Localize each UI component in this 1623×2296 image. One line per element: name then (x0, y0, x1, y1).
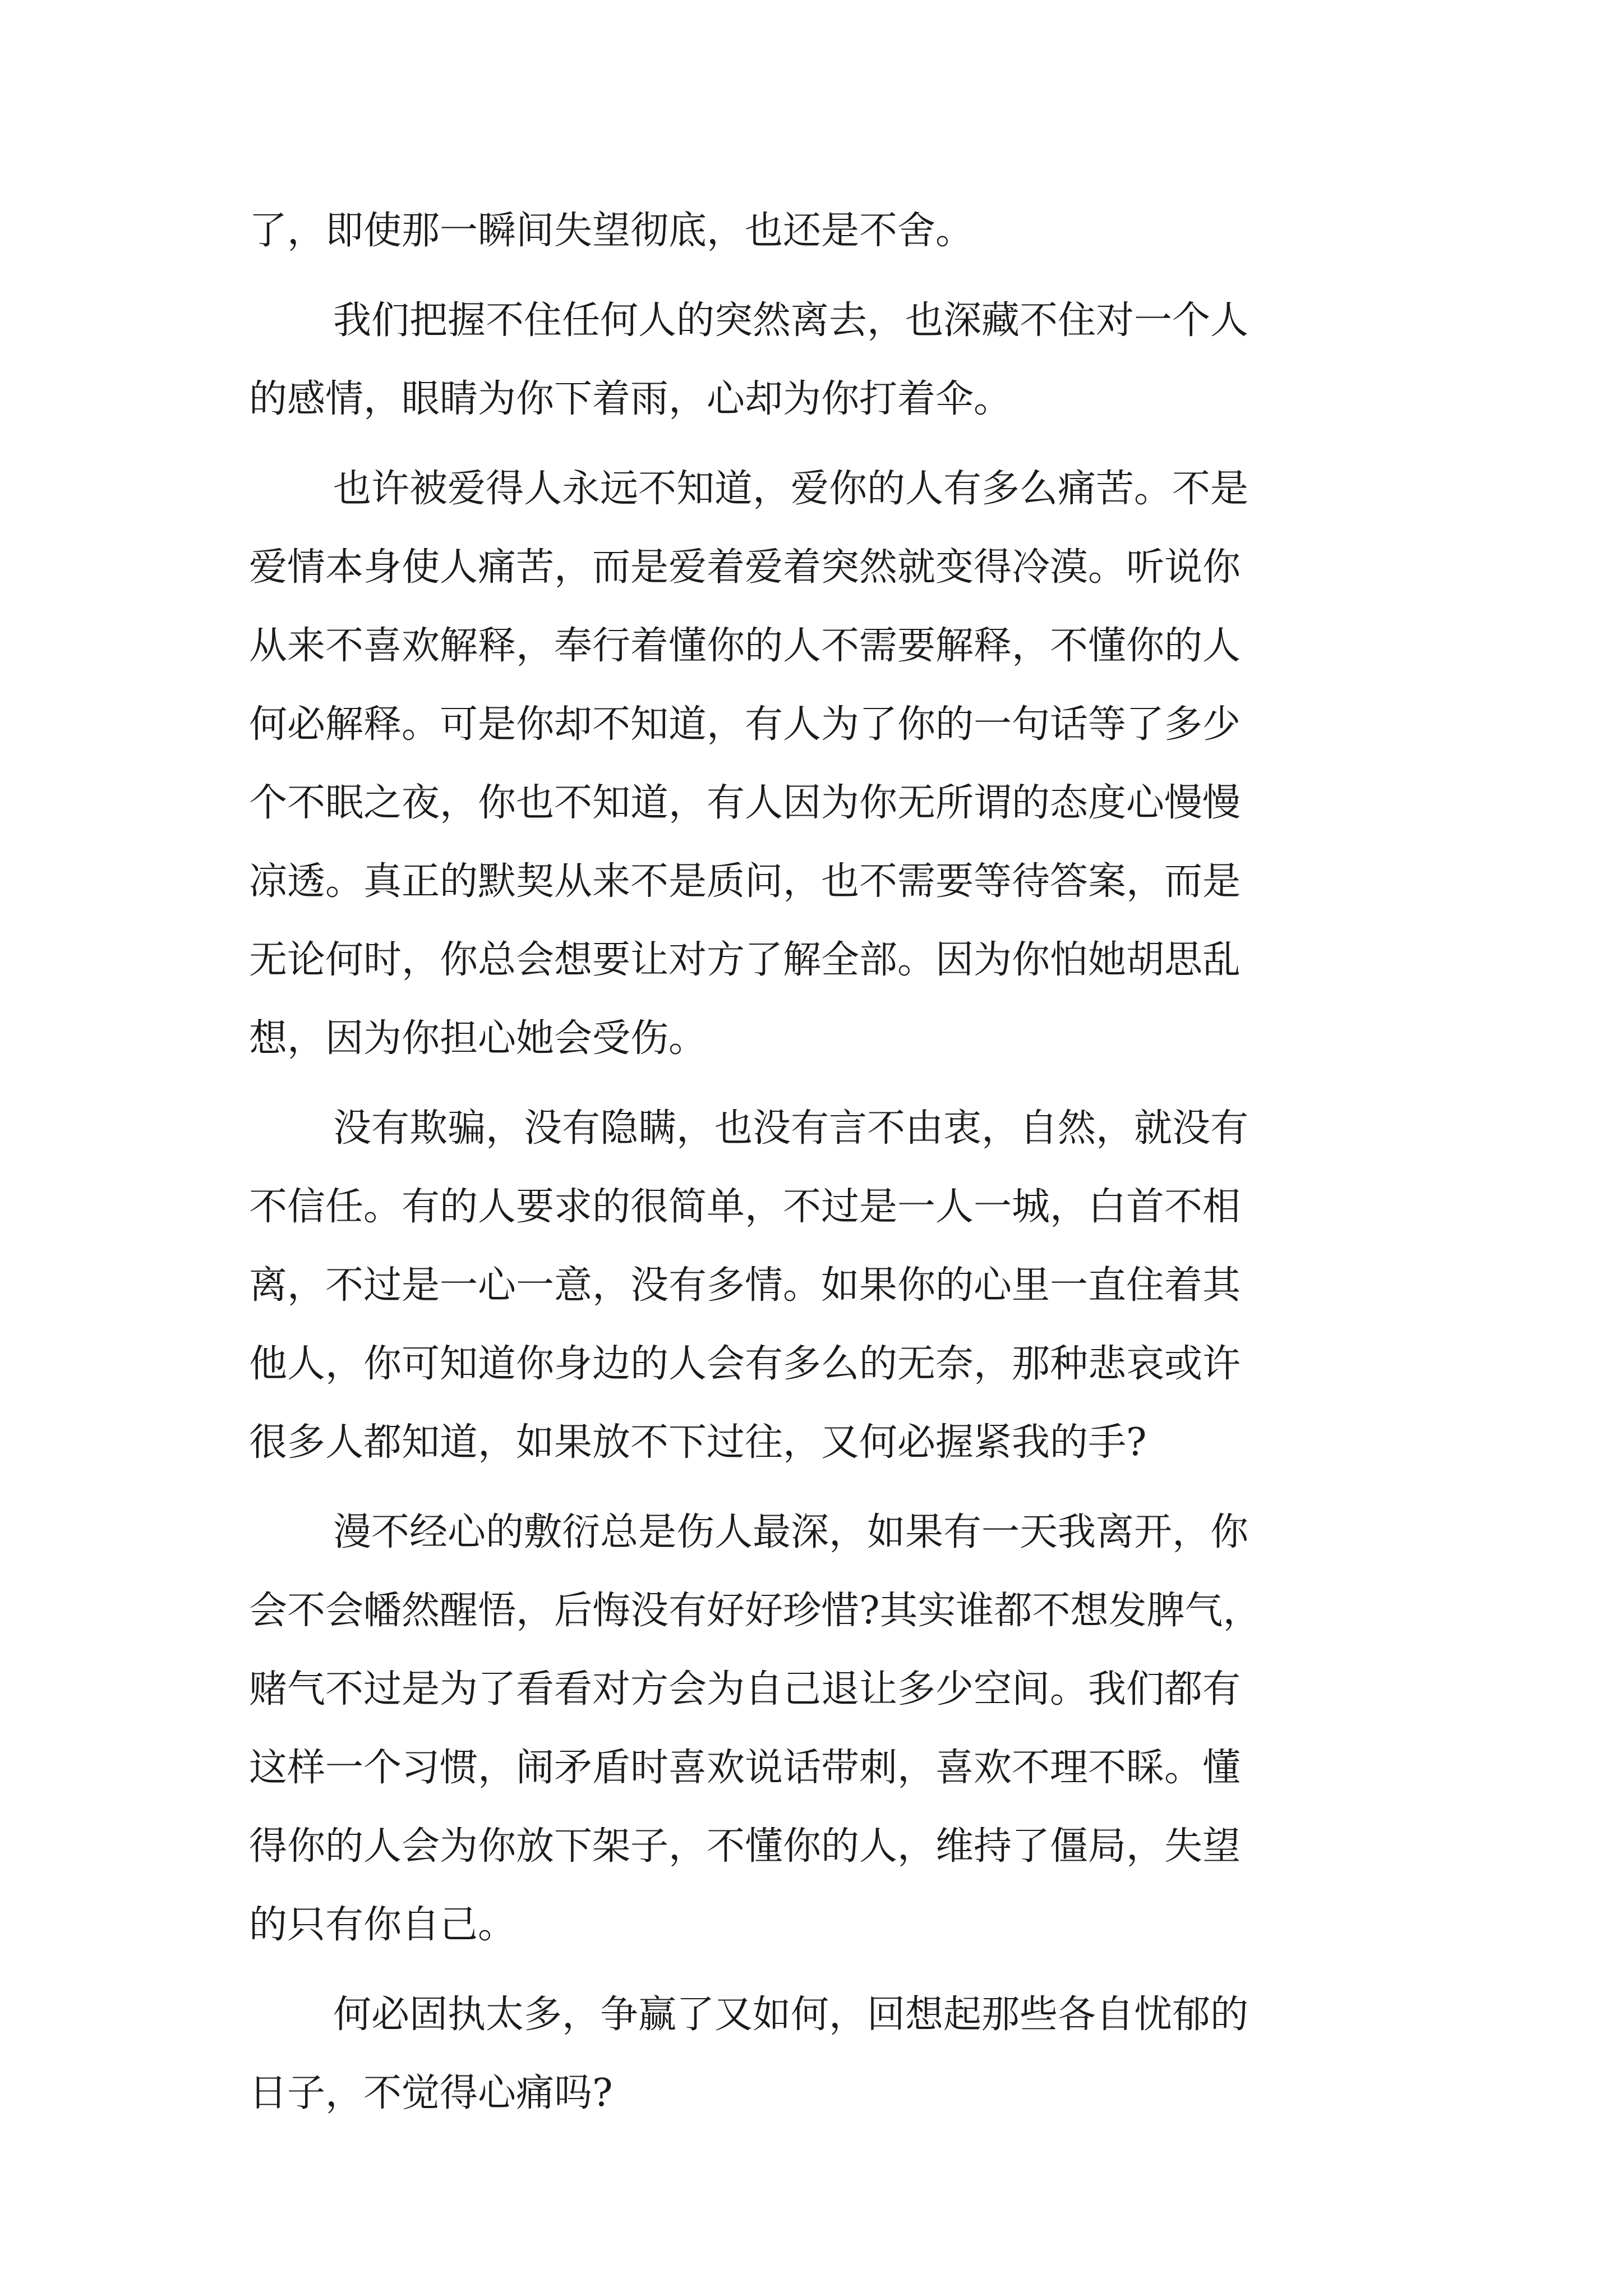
paragraph (249, 192, 1376, 270)
text-line: 赌气不过是为了看看对方会为自己退让多少空间。我们都有 (249, 1667, 1241, 1711)
text-line: 的只有你自己。 (249, 1903, 517, 1947)
text-line: 何必解释。可是你却不知道，有人为了你的一句话等了多少 (249, 702, 1241, 747)
paragraph (249, 450, 1376, 1078)
text-line: 也许被爱得人永远不知道，爱你的人有多么痛苦。不是 (333, 467, 1249, 511)
text-line: 离，不过是一心一意，没有多情。如果你的心里一直住着其 (249, 1263, 1241, 1308)
paragraph (249, 282, 1376, 439)
text-line: 会不会幡然醒悟，后悔没有好好珍惜?其实谁都不想发脾气， (249, 1589, 1261, 1633)
text-line: 我们把握不住任何人的突然离去，也深藏不住对一个人 (333, 298, 1249, 343)
text-line: 漫不经心的敷衍总是伤人最深，如果有一天我离开，你 (333, 1510, 1249, 1554)
text-line: 想，因为你担心她会受伤。 (249, 1016, 707, 1061)
text-line: 个不眠之夜，你也不知道，有人因为你无所谓的态度心慢慢 (249, 781, 1241, 825)
text-line: 日子，不觉得心痛吗? (249, 2071, 613, 2115)
paragraph (249, 1089, 1376, 1482)
text-line: 无论何时，你总会想要让对方了解全部。因为你怕她胡思乱 (249, 938, 1241, 982)
text-line: 没有欺骗，没有隐瞒，也没有言不由衷，自然，就没有 (333, 1106, 1249, 1151)
paragraph (249, 1493, 1376, 1964)
text-line: 他人，你可知道你身边的人会有多么的无奈，那种悲哀或许 (249, 1342, 1241, 1386)
text-line: 从来不喜欢解释，奉行着懂你的人不需要解释，不懂你的人 (249, 624, 1241, 668)
text-line: 得你的人会为你放下架子，不懂你的人，维持了僵局，失望 (249, 1824, 1241, 1869)
text-line: 很多人都知道，如果放不下过往，又何必握紧我的手? (249, 1420, 1147, 1465)
text-line: 这样一个习惯，闹矛盾时喜欢说话带刺，喜欢不理不睬。懂 (249, 1746, 1241, 1790)
document-body (249, 192, 1376, 2133)
text-line: 凉透。真正的默契从来不是质问，也不需要等待答案，而是 (249, 859, 1241, 904)
text-line: 不信任。有的人要求的很简单，不过是一人一城，白首不相 (249, 1185, 1241, 1229)
paragraph (249, 1976, 1376, 2133)
text-line: 的感情，眼睛为你下着雨，心却为你打着伞。 (249, 377, 1012, 421)
text-line: 了，即使那一瞬间失望彻底，也还是不舍。 (249, 209, 974, 253)
text-line: 爱情本身使人痛苦，而是爱着爱着突然就变得冷漠。听说你 (249, 545, 1241, 590)
text-line: 何必固执太多，争赢了又如何，回想起那些各自忧郁的 (333, 1993, 1249, 2037)
